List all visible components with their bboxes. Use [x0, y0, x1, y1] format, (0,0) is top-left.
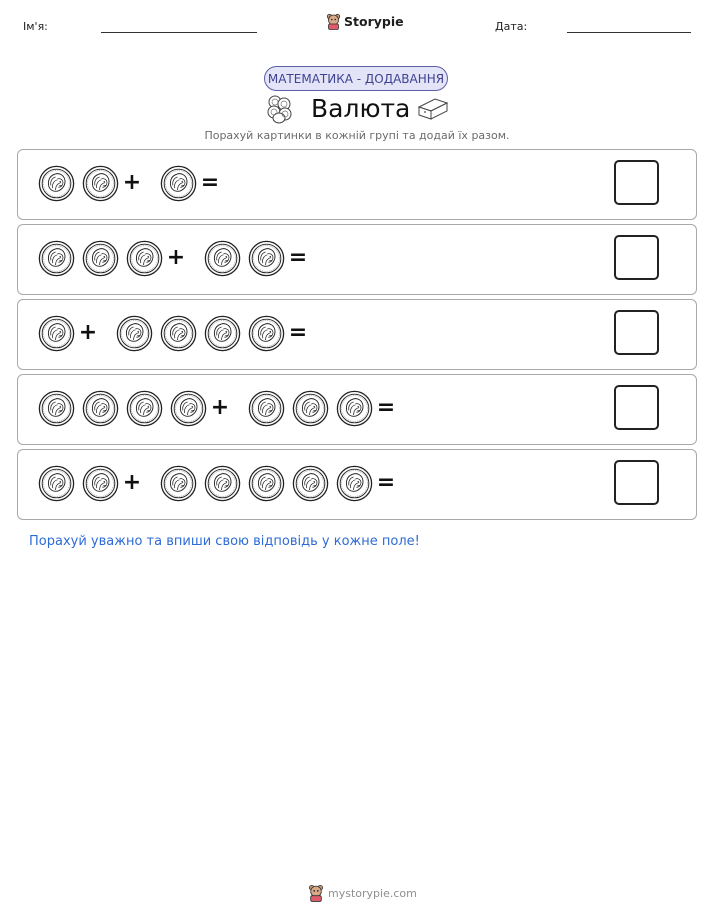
lion-coin-icon [160, 315, 197, 352]
footer [308, 884, 417, 902]
problem-row [17, 299, 697, 370]
equals-sign: = [288, 320, 308, 345]
plus-sign: + [210, 395, 230, 420]
plus-sign: + [122, 170, 142, 195]
problem-row [17, 224, 697, 295]
footer-url[interactable]: mystorypie.com [328, 886, 417, 900]
answer-box[interactable] [614, 160, 659, 205]
problem-row [17, 449, 697, 520]
lion-coin-icon [82, 390, 119, 427]
plus-sign: + [78, 320, 98, 345]
lion-coin-icon [248, 240, 285, 277]
subject-badge: МАТЕМАТИКА - ДОДАВАННЯ [264, 66, 448, 91]
plus-sign: + [166, 245, 186, 270]
lion-coin-icon [292, 390, 329, 427]
lion-coin-icon [126, 390, 163, 427]
lion-coin-icon [248, 465, 285, 502]
lion-coin-icon [38, 165, 75, 202]
answer-box[interactable] [614, 310, 659, 355]
lion-coin-icon [38, 240, 75, 277]
lion-coin-icon [248, 315, 285, 352]
page-title: Валюта [311, 94, 411, 123]
lion-coin-icon [292, 465, 329, 502]
date-label: Дата: [495, 20, 528, 33]
lion-coin-icon [38, 465, 75, 502]
lion-coin-icon [160, 465, 197, 502]
subtitle: Порахуй картинки в кожній групі та додай їх разом. [204, 129, 510, 142]
lion-coin-icon [248, 390, 285, 427]
instruction-text: Порахуй уважно та впиши свою відповідь у кожне поле! [29, 534, 420, 549]
title-row [0, 92, 714, 126]
lion-coin-icon [204, 315, 241, 352]
lion-coin-icon [82, 240, 119, 277]
lion-coin-icon [336, 465, 373, 502]
equals-sign: = [288, 245, 308, 270]
equals-sign: = [376, 470, 396, 495]
gold-bar-icon [417, 95, 449, 121]
date-line[interactable] [567, 32, 691, 33]
answer-box[interactable] [614, 460, 659, 505]
lion-coin-icon [126, 240, 163, 277]
lion-coin-icon [336, 390, 373, 427]
answer-box[interactable] [614, 385, 659, 430]
coin-stack-icon [266, 94, 294, 124]
equals-sign: = [200, 170, 220, 195]
lion-coin-icon [38, 390, 75, 427]
logo-text: Storypie [344, 14, 404, 29]
storypie-logo [326, 13, 404, 30]
problem-row [17, 149, 697, 220]
name-label: Ім'я: [23, 20, 48, 33]
lion-coin-icon [82, 165, 119, 202]
storypie-bear-icon [326, 13, 341, 30]
lion-coin-icon [170, 390, 207, 427]
lion-coin-icon [116, 315, 153, 352]
plus-sign: + [122, 470, 142, 495]
storypie-bear-icon [308, 884, 324, 902]
lion-coin-icon [204, 240, 241, 277]
problem-row [17, 374, 697, 445]
equals-sign: = [376, 395, 396, 420]
answer-box[interactable] [614, 235, 659, 280]
lion-coin-icon [204, 465, 241, 502]
name-line[interactable] [101, 32, 257, 33]
lion-coin-icon [82, 465, 119, 502]
lion-coin-icon [160, 165, 197, 202]
lion-coin-icon [38, 315, 75, 352]
